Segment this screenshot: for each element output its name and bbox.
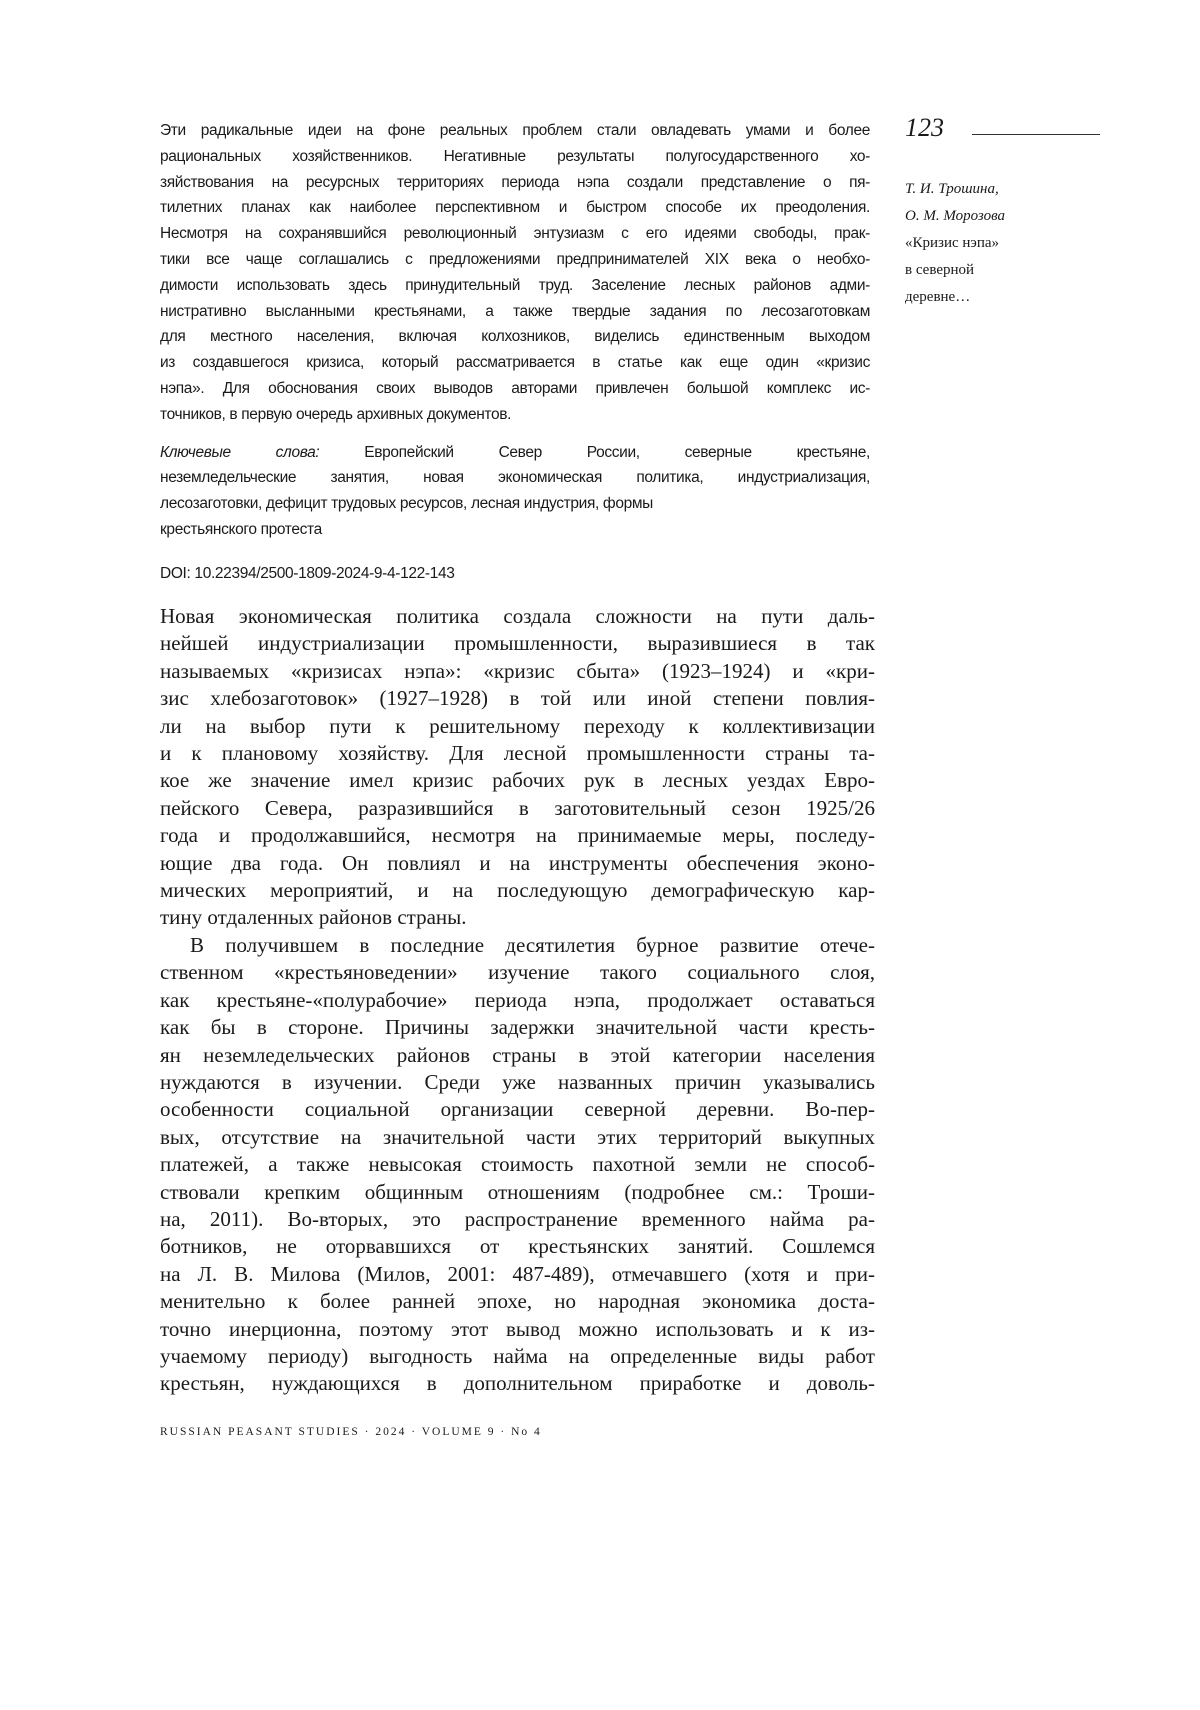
body-line: как бы в стороне. Причины задержки значительной части кресть-	[160, 1014, 875, 1041]
abstract-line: из создавшегося кризиса, который рассматривается в статье как еще один «кризис	[160, 350, 870, 376]
header-rule	[972, 134, 1100, 135]
abstract-line: рациональных хозяйственников. Негативные результаты полугосударственного хо-	[160, 144, 870, 170]
body-line: платежей, а также невысокая стоимость пахотной земли не способ-	[160, 1151, 875, 1178]
author: О. М. Морозова	[905, 203, 1005, 230]
running-header	[905, 176, 1005, 311]
body-line: особенности социальной организации северной деревни. Во-пер-	[160, 1096, 875, 1123]
body-line: ющие два года. Он повлиял и на инструменты обеспечения эконо-	[160, 850, 875, 877]
body-line: ствовали крепким общинным отношениям (подробнее см.: Троши-	[160, 1179, 875, 1206]
keywords	[160, 440, 870, 543]
article-title-line: в северной	[905, 257, 1005, 284]
abstract-line: нистративно высланными крестьянами, а также твердые задания по лесозаготовкам	[160, 299, 870, 325]
keywords-line: крестьянского протеста	[160, 517, 870, 543]
keywords-line: неземледельческие занятия, новая экономическая политика, индустриализация,	[160, 465, 870, 491]
body-line: зис хлебозаготовок» (1927–1928) в той или иной степени повлия-	[160, 685, 875, 712]
author: Т. И. Трошина,	[905, 176, 1005, 203]
article-title-line: деревне…	[905, 284, 1005, 311]
body-line: тину отдаленных районов страны.	[160, 904, 875, 931]
body-line: В получившем в последние десятилетия бурное развитие отече-	[160, 932, 875, 959]
body-line: крестьян, нуждающихся в дополнительном приработке и доволь-	[160, 1370, 875, 1397]
body-line: нуждаются в изучении. Среди уже названных причин указывались	[160, 1069, 875, 1096]
body-line: точно инерционна, поэтому этот вывод можно использовать и к из-	[160, 1316, 875, 1343]
keywords-line: Европейский Север России, северные крестьяне,	[319, 444, 870, 461]
body-line: на Л. В. Милова (Милов, 2001: 487-489), отмечавшего (хотя и при-	[160, 1261, 875, 1288]
paragraph	[160, 603, 875, 932]
abstract-line: для местного населения, включая колхозников, виделись единственным выходом	[160, 324, 870, 350]
body-line: Новая экономическая политика создала сложности на пути даль-	[160, 603, 875, 630]
body-line: ственном «крестьяноведении» изучение такого социального слоя,	[160, 959, 875, 986]
abstract-line: точников, в первую очередь архивных документов.	[160, 402, 870, 428]
body-line: мических мероприятий, и на последующую демографическую кар-	[160, 877, 875, 904]
article-title-line: «Кризис нэпа»	[905, 230, 1005, 257]
body-line: менительно к более ранней эпохе, но народная экономика доста-	[160, 1288, 875, 1315]
body-line: называемых «кризисах нэпа»: «кризис сбыта» (1923–1924) и «кри-	[160, 658, 875, 685]
journal-footer: RUSSIAN PEASANT STUDIES · 2024 · VOLUME 9 · No 4	[160, 1426, 542, 1438]
body-line: пейского Севера, разразившийся в заготовительный сезон 1925/26	[160, 795, 875, 822]
body-line: ли на выбор пути к решительному переходу к коллективизации	[160, 713, 875, 740]
abstract-line: тилетних планах как наиболее перспективном и быстром способе их преодоления.	[160, 195, 870, 221]
body-line: ян неземледельческих районов страны в этой категории населения	[160, 1042, 875, 1069]
abstract	[160, 118, 870, 587]
keywords-label: Ключевые слова:	[160, 444, 319, 461]
abstract-line: нэпа». Для обоснования своих выводов авторами привлечен большой комплекс ис-	[160, 376, 870, 402]
body-line: ботников, не оторвавшихся от крестьянских занятий. Сошлемся	[160, 1233, 875, 1260]
body-line: и к плановому хозяйству. Для лесной промышленности страны та-	[160, 740, 875, 767]
body-line: на, 2011). Во-вторых, это распространение временного найма ра-	[160, 1206, 875, 1233]
abstract-line: димости использовать здесь принудительный труд. Заселение лесных районов адми-	[160, 273, 870, 299]
body-line: кое же значение имел кризис рабочих рук в лесных уездах Евро-	[160, 767, 875, 794]
body-line: нейшей индустриализации промышленности, выразившиеся в так	[160, 630, 875, 657]
keywords-line: лесозаготовки, дефицит трудовых ресурсов, лесная индустрия, формы	[160, 491, 870, 517]
body-line: вых, отсутствие на значительной части этих территорий выкупных	[160, 1124, 875, 1151]
doi: DOI: 10.22394/2500-1809-2024-9-4-122-143	[160, 561, 870, 587]
body-line: года и продолжавшийся, несмотря на принимаемые меры, последу-	[160, 822, 875, 849]
abstract-line: Эти радикальные идеи на фоне реальных проблем стали овладевать умами и более	[160, 118, 870, 144]
paragraph	[160, 932, 875, 1398]
body-line: учаемому периоду) выгодность найма на определенные виды работ	[160, 1343, 875, 1370]
body-line: как крестьяне-«полурабочие» периода нэпа, продолжает оставаться	[160, 987, 875, 1014]
abstract-line: Несмотря на сохранявшийся революционный энтузиазм с его идеями свободы, прак-	[160, 221, 870, 247]
abstract-line: зяйствования на ресурсных территориях периода нэпа создали представление о пя-	[160, 170, 870, 196]
page-number: 123	[905, 113, 944, 143]
abstract-line: тики все чаще соглашались с предложениями предпринимателей XIX века о необхо-	[160, 247, 870, 273]
body-text	[160, 603, 875, 1398]
